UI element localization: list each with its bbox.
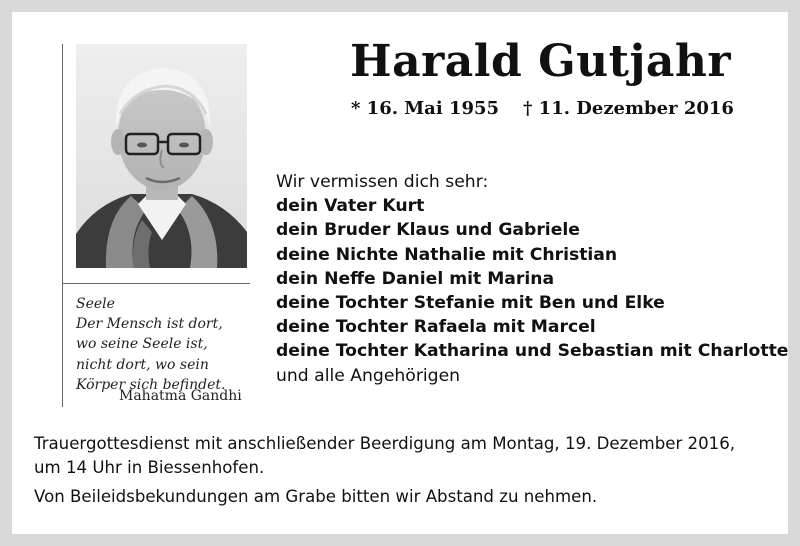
portrait-photo xyxy=(76,44,247,268)
death-date: † 11. Dezember 2016 xyxy=(523,98,734,119)
vertical-divider xyxy=(62,44,63,407)
mourners-intro: Wir vermissen dich sehr: xyxy=(276,172,489,192)
funeral-service-info xyxy=(34,432,735,480)
mourner-line: dein Bruder Klaus und Gabriele xyxy=(276,220,580,241)
mourners-closing: und alle Angehörigen xyxy=(276,365,461,386)
quote-line: Körper sich befindet. xyxy=(76,376,226,393)
condolence-note: Von Beileidsbekundungen am Grabe bitten wir Abstand zu nehmen. xyxy=(34,487,598,506)
mourner-line: dein Neffe Daniel mit Marina xyxy=(276,268,555,289)
quote-line: Seele xyxy=(76,296,115,312)
quote-line: nicht dort, wo sein xyxy=(76,356,209,373)
mourner-line: deine Nichte Nathalie mit Christian xyxy=(276,244,618,265)
deceased-name: Harald Gutjahr xyxy=(350,36,732,87)
service-line: um 14 Uhr in Biessenhofen. xyxy=(34,458,265,477)
portrait-illustration xyxy=(76,44,247,268)
mourner-line: deine Tochter Rafaela mit Marcel xyxy=(276,317,596,338)
mourners-list xyxy=(276,170,788,388)
service-line: Trauergottesdienst mit anschließender Beerdigung am Montag, 19. Dezember 2016, xyxy=(34,434,736,453)
quote-line: Der Mensch ist dort, xyxy=(76,316,223,333)
quote-author: Mahatma Gandhi xyxy=(119,388,242,404)
birth-date: * 16. Mai 1955 xyxy=(351,98,500,119)
mourner-line: deine Tochter Katharina und Sebastian mit Charlotte xyxy=(276,341,789,362)
mourner-line: dein Vater Kurt xyxy=(276,196,425,217)
horizontal-divider xyxy=(62,283,250,284)
quote-text xyxy=(76,294,226,395)
mourner-line: deine Tochter Stefanie mit Ben und Elke xyxy=(276,293,665,314)
quote-line: wo seine Seele ist, xyxy=(76,336,208,353)
